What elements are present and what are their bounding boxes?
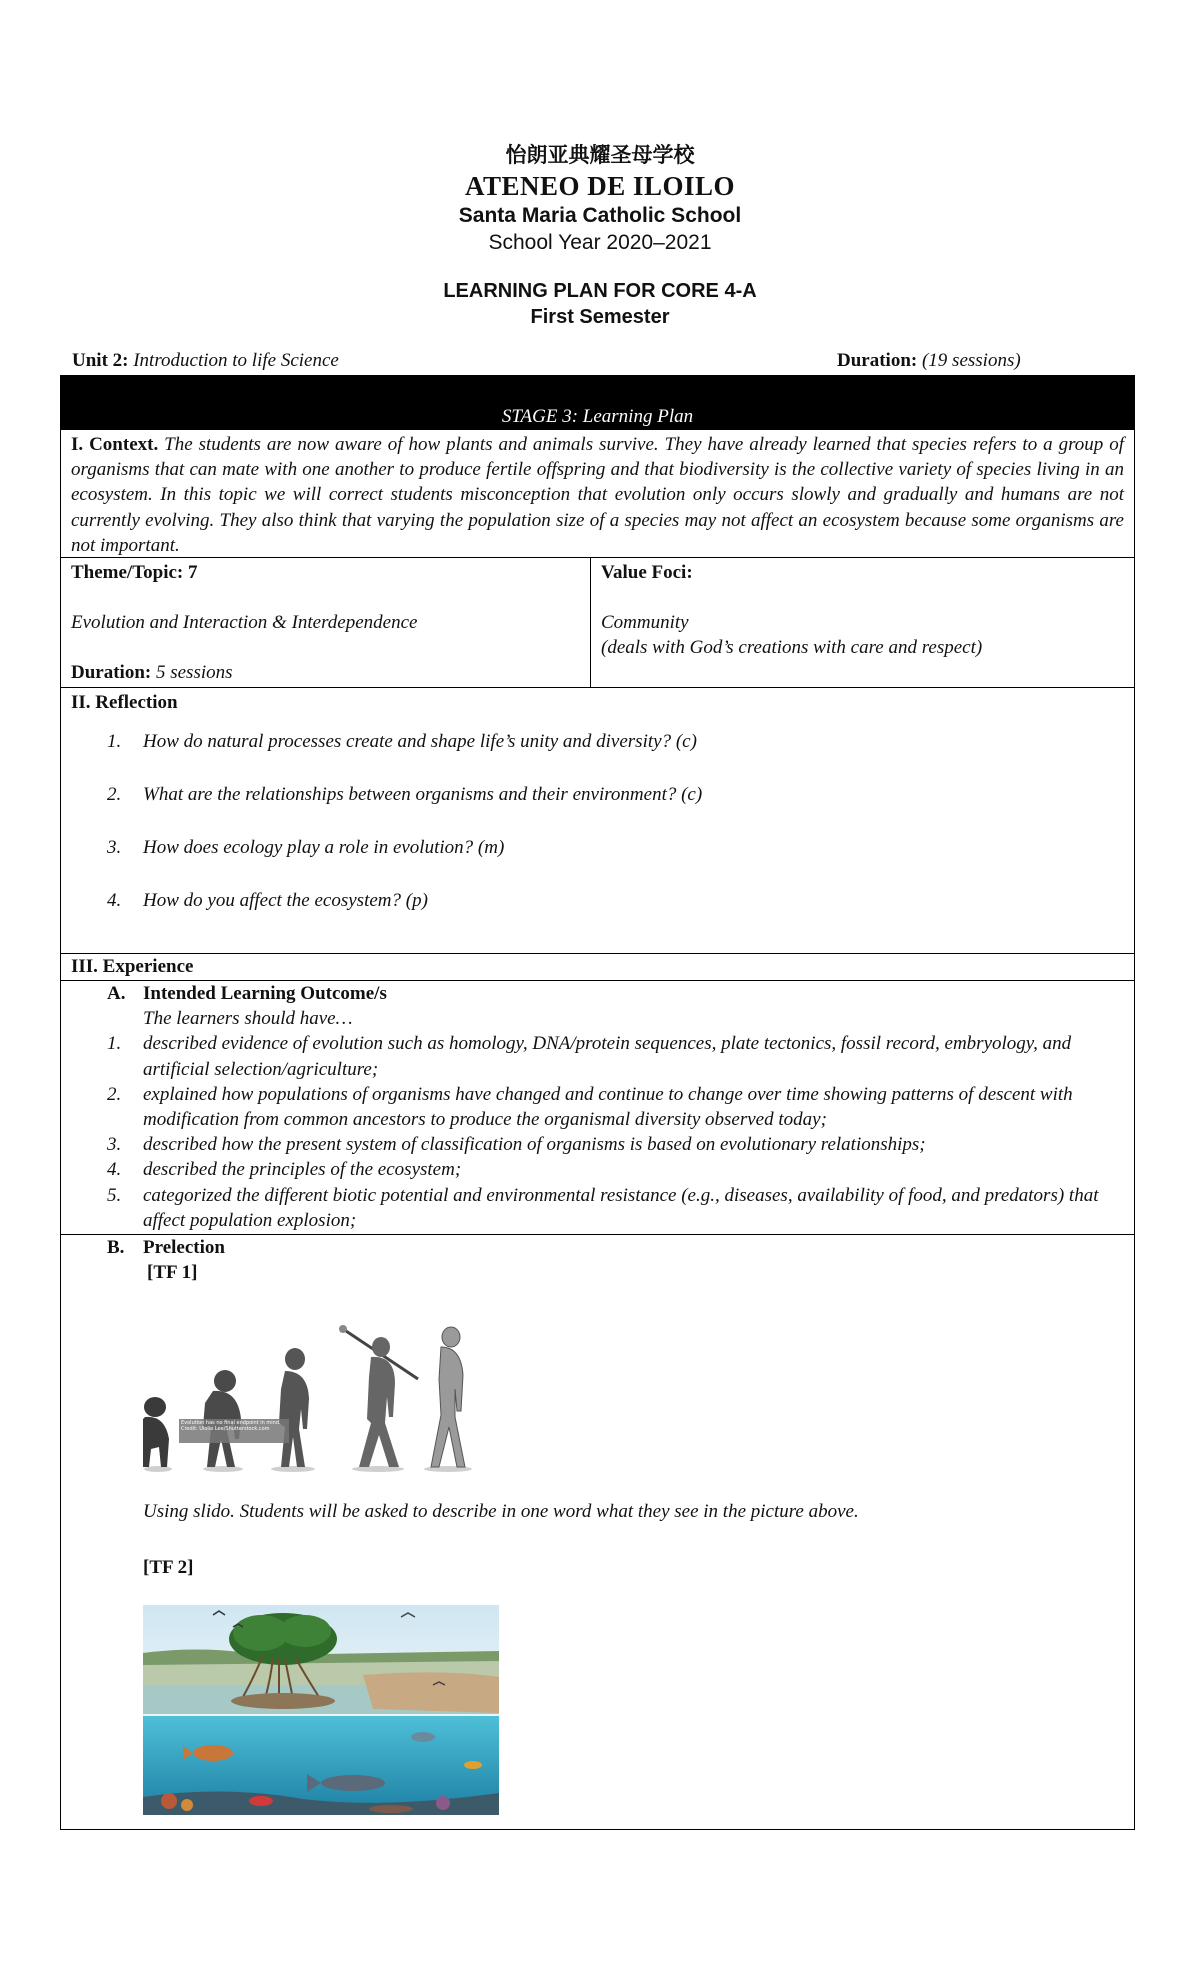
theme-row bbox=[61, 557, 1134, 687]
ilo-number: 2. bbox=[107, 1083, 122, 1105]
prelection-section bbox=[61, 1234, 1134, 1831]
ilo-number: 4. bbox=[107, 1159, 122, 1181]
ilo-item bbox=[71, 1183, 1124, 1233]
theme-duration-label: Duration: bbox=[71, 662, 152, 684]
ilo-item bbox=[71, 1157, 1124, 1182]
prelection-heading bbox=[71, 1235, 1124, 1260]
theme-duration-value: 5 sessions bbox=[155, 662, 233, 684]
ilo-number: 3. bbox=[107, 1134, 122, 1156]
unit-title: Introduction to life Science bbox=[133, 350, 339, 371]
question-text: How does ecology play a role in evolution? (m) bbox=[143, 837, 505, 859]
reflection-question bbox=[71, 729, 1124, 782]
value-foci-cell bbox=[591, 558, 1134, 687]
question-number: 2. bbox=[107, 784, 122, 806]
subschool-name: Santa Maria Catholic School bbox=[458, 204, 742, 227]
context-label: I. Context. bbox=[71, 434, 159, 455]
ilo-text: described evidence of evolution such as homology, DNA/protein sequences, plate tectonics, fossil record, embryology, and artificial selection/agriculture; bbox=[143, 1033, 1072, 1080]
unit-duration-value: (19 sessions) bbox=[921, 350, 1021, 371]
semester: First Semester bbox=[530, 306, 670, 328]
question-text: What are the relationships between organisms and their environment? (c) bbox=[143, 784, 703, 806]
learning-plan-table bbox=[60, 375, 1135, 1830]
stage-title: STAGE 3: Learning Plan bbox=[501, 406, 694, 427]
document-header bbox=[0, 140, 1200, 330]
ilo-item bbox=[71, 1132, 1124, 1157]
context-section bbox=[61, 429, 1134, 557]
ilo-heading bbox=[71, 981, 1124, 1006]
ilo-text: described how the present system of classification of organisms is based on evolutionary relationships; bbox=[143, 1134, 926, 1156]
ilo-text: explained how populations of organisms have changed and continue to change over time showing patterns of descent with modification from common ancestors to produce the organismal diversity observed today; bbox=[143, 1083, 1073, 1131]
experience-label: III. Experience bbox=[71, 956, 194, 977]
school-chinese-name: 怡朗亚典耀圣母学校 bbox=[505, 143, 695, 167]
ilo-number: 1. bbox=[107, 1033, 122, 1055]
unit-info bbox=[72, 350, 339, 372]
unit-duration bbox=[837, 350, 1021, 372]
question-text: How do natural processes create and shape life’s unity and diversity? (c) bbox=[143, 731, 697, 753]
ilo-section bbox=[61, 980, 1134, 1234]
ilo-letter: A. bbox=[107, 983, 126, 1004]
tf2-label: [TF 2] bbox=[143, 1557, 194, 1578]
evolution-image-caption: Evolution has no final endpoint in mind. Credit: Ulolie Lee/Shutterstock.com bbox=[181, 1420, 281, 1432]
experience-section bbox=[61, 953, 1134, 980]
reflection-question bbox=[71, 835, 1124, 888]
school-name: ATENEO DE ILOILO bbox=[464, 171, 736, 201]
theme-duration bbox=[71, 660, 580, 685]
question-number: 4. bbox=[107, 890, 122, 912]
ilo-text: described the principles of the ecosystem; bbox=[143, 1159, 462, 1181]
mangrove-ecosystem-image bbox=[143, 1605, 499, 1815]
tf1-label: [TF 1] bbox=[147, 1262, 198, 1284]
ilo-number: 5. bbox=[107, 1184, 122, 1206]
reflection-label: II. Reflection bbox=[71, 692, 178, 713]
reflection-question bbox=[71, 888, 1124, 941]
question-text: How do you affect the ecosystem? (p) bbox=[143, 890, 428, 912]
ilo-item bbox=[71, 1031, 1124, 1081]
ilo-text: categorized the different biotic potential and environmental resistance (e.g., diseases, availability of food, and predators) that affect population explosion; bbox=[143, 1184, 1099, 1231]
ilo-list bbox=[71, 1031, 1124, 1233]
ilo-title: Intended Learning Outcome/s bbox=[143, 983, 387, 1004]
prelection-letter: B. bbox=[107, 1237, 125, 1258]
reflection-questions bbox=[71, 729, 1124, 941]
prelection-title: Prelection bbox=[143, 1237, 225, 1258]
unit-line bbox=[72, 350, 1132, 376]
ilo-item bbox=[71, 1082, 1124, 1132]
unit-label: Unit 2: bbox=[72, 350, 129, 371]
theme-cell bbox=[61, 558, 591, 687]
value-foci-label: Value Foci: bbox=[601, 562, 693, 583]
slido-instruction: Using slido. Students will be asked to describe in one word what they see in the picture above. bbox=[143, 1501, 859, 1522]
ilo-intro: The learners should have… bbox=[143, 1008, 353, 1030]
reflection-section bbox=[61, 687, 1134, 953]
theme-label: Theme/Topic: 7 bbox=[71, 562, 198, 583]
question-number: 3. bbox=[107, 837, 122, 859]
value-foci-description: (deals with God’s creations with care and respect) bbox=[601, 637, 983, 659]
evolution-image bbox=[143, 1319, 473, 1474]
plan-title: LEARNING PLAN FOR CORE 4-A bbox=[443, 280, 757, 302]
context-text: The students are now aware of how plants and animals survive. They have already learned that species refers to a group of organisms that can mate with one another to produce fertile offspring and that biodiversity is the collective variety of species living in an ecosystem. In this topic we will correct students misconception that evolution only occurs slowly and gradually and humans are not currently evolving. They also think that varying the population size of a species may not affect an ecosystem because some organisms are not important. bbox=[71, 434, 1124, 556]
reflection-question bbox=[71, 782, 1124, 835]
question-number: 1. bbox=[107, 731, 122, 753]
school-year: School Year 2020–2021 bbox=[488, 231, 712, 254]
value-foci-value: Community bbox=[601, 612, 689, 634]
theme-topic: Evolution and Interaction & Interdependence bbox=[71, 612, 418, 634]
unit-duration-label: Duration: bbox=[837, 350, 918, 371]
